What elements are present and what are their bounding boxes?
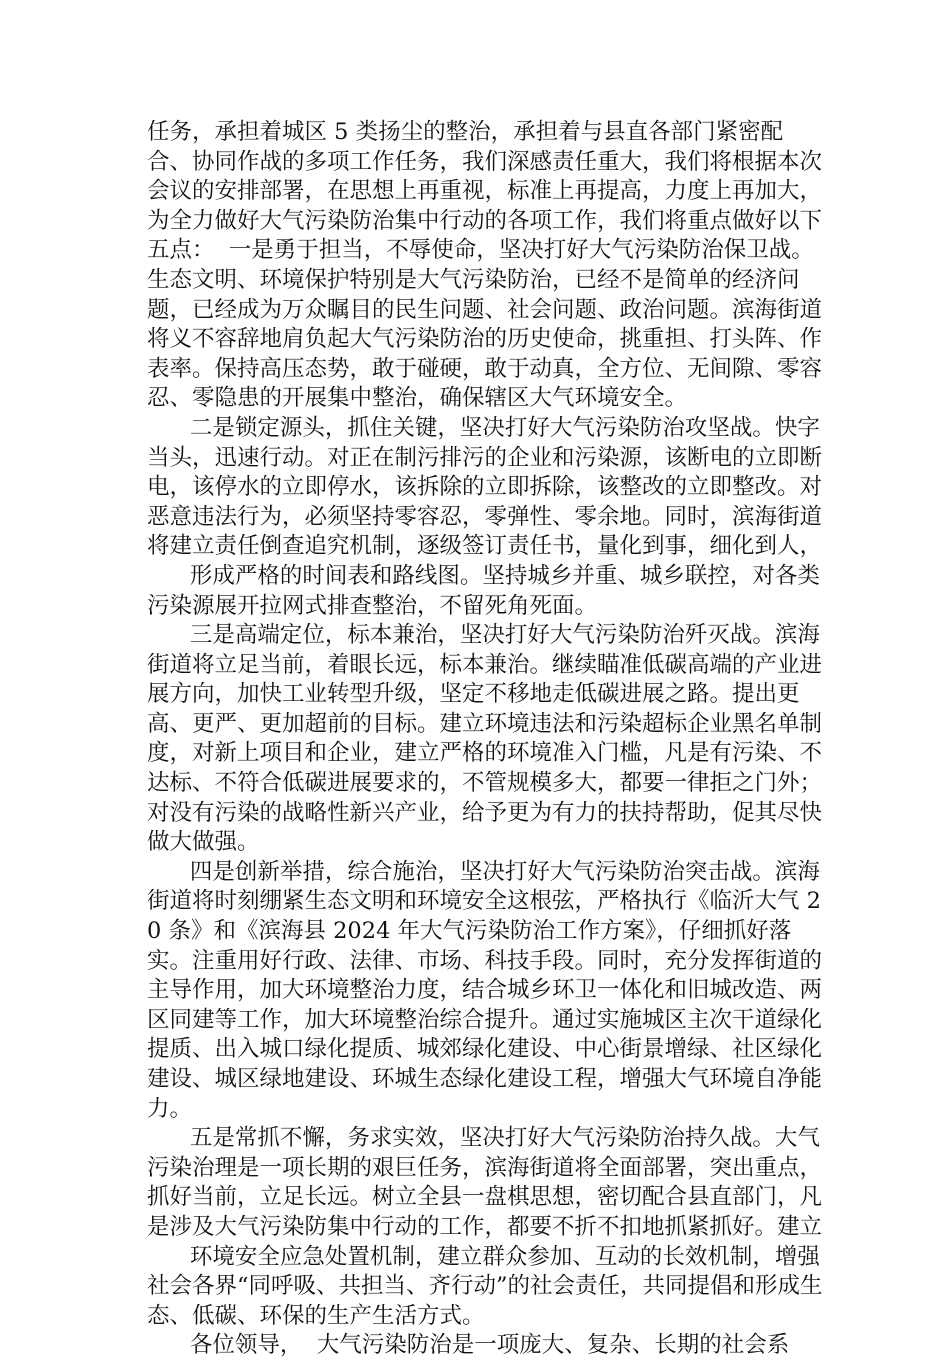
paragraph-1: 任务，承担着城区 5 类扬尘的整治，承担着与县直各部门紧密配合、协同作战的多项工作任务，我们深感责任重大，我们将根据本次会议的安排部署，在思想上再重视，标准上再提高，力度上再加大，为全力做好大气污染防治集中行动的各项工作，我们将重点做好以下五点： 一是勇于担当，不辱使命，坚决打好大气污染防治保卫战。生态文明、环境保护特别是大气污染防治，已经不是简单的经济问题，已经成为万众瞩目的民生问题、社会问题、政治问题。滨海街道将义不容辞地肩负起大气污染防治的历史使命，挑重担、打头阵、作表率。保持高压态势，敢于碰硬，敢于动真，全方位、无间隙、零容忍、零隐患的开展集中整治，确保辖区大气环境安全。 [147,119,823,412]
paragraph-8: 各位领导， 大气污染防治是一项庞大、复杂、长期的社会系 [147,1332,790,1359]
paragraph-3: 形成严格的时间表和路线图。坚持城乡并重、城乡联控，对各类污染源展开拉网式排查整治，不留死角死面。 [147,562,820,619]
paragraph-4: 三是高端定位，标本兼治，坚决打好大气污染防治歼灭战。滨海街道将立足当前，着眼长远，标本兼治。继续瞄准低碳高端的产业进展方向，加快工业转型升级，坚定不移地走低碳进展之路。提出更高、更严、更加超前的目标。建立环境违法和污染超标企业黑名单制度，对新上项目和企业，建立严格的环境准入门槛，凡是有污染、不达标、不符合低碳进展要求的，不管规模多大，都要一律拒之门外；对没有污染的战略性新兴产业，给予更为有力的扶持帮助，促其尽快做大做强。 [147,622,823,856]
paragraph-6: 五是常抓不懈，务求实效，坚决打好大气污染防治持久战。大气污染治理是一项长期的艰巨任务，滨海街道将全面部署，突出重点，抓好当前，立足长远。树立全县一盘棋思想，密切配合县直部门，凡是涉及大气污染防集中行动的工作，都要不折不扣地抓紧抓好。建立 [147,1125,823,1240]
body-text [147,118,827,1361]
paragraph-5: 四是创新举措，综合施治，坚决打好大气污染防治突击战。滨海街道将时刻绷紧生态文明和环境安全这根弦，严格执行《临沂大气 20 条》和《滨海县 2024 年大气污染防治工作方案》，仔细抓好落实。注重用好行政、法律、市场、科技手段。同时，充分发挥街道的主导作用，加大环境整治力度，结合城乡环卫一体化和旧城改造、两区同建等工作，加大环境整治综合提升。通过实施城区主次干道绿化提质、出入城口绿化提质、城郊绿化建设、中心街景增绿、社区绿化建设、城区绿地建设、环城生态绿化建设工程，增强大气环境自净能力。 [147,858,823,1122]
paragraph-2: 二是锁定源头，抓住关键，坚决打好大气污染防治攻坚战。快字当头，迅速行动。对正在制污排污的企业和污染源，该断电的立即断电，该停水的立即停水，该拆除的立即拆除，该整改的立即整改。对恶意违法行为，必须坚持零容忍，零弹性、零余地。同时，滨海街道将建立责任倒查追究机制，逐级签订责任书，量化到事，细化到人， [147,414,823,560]
paragraph-7: 环境安全应急处置机制，建立群众参加、互动的长效机制，增强社会各界“同呼吸、共担当、齐行动”的社会责任，共同提倡和形成生态、低碳、环保的生产生活方式。 [147,1243,823,1329]
